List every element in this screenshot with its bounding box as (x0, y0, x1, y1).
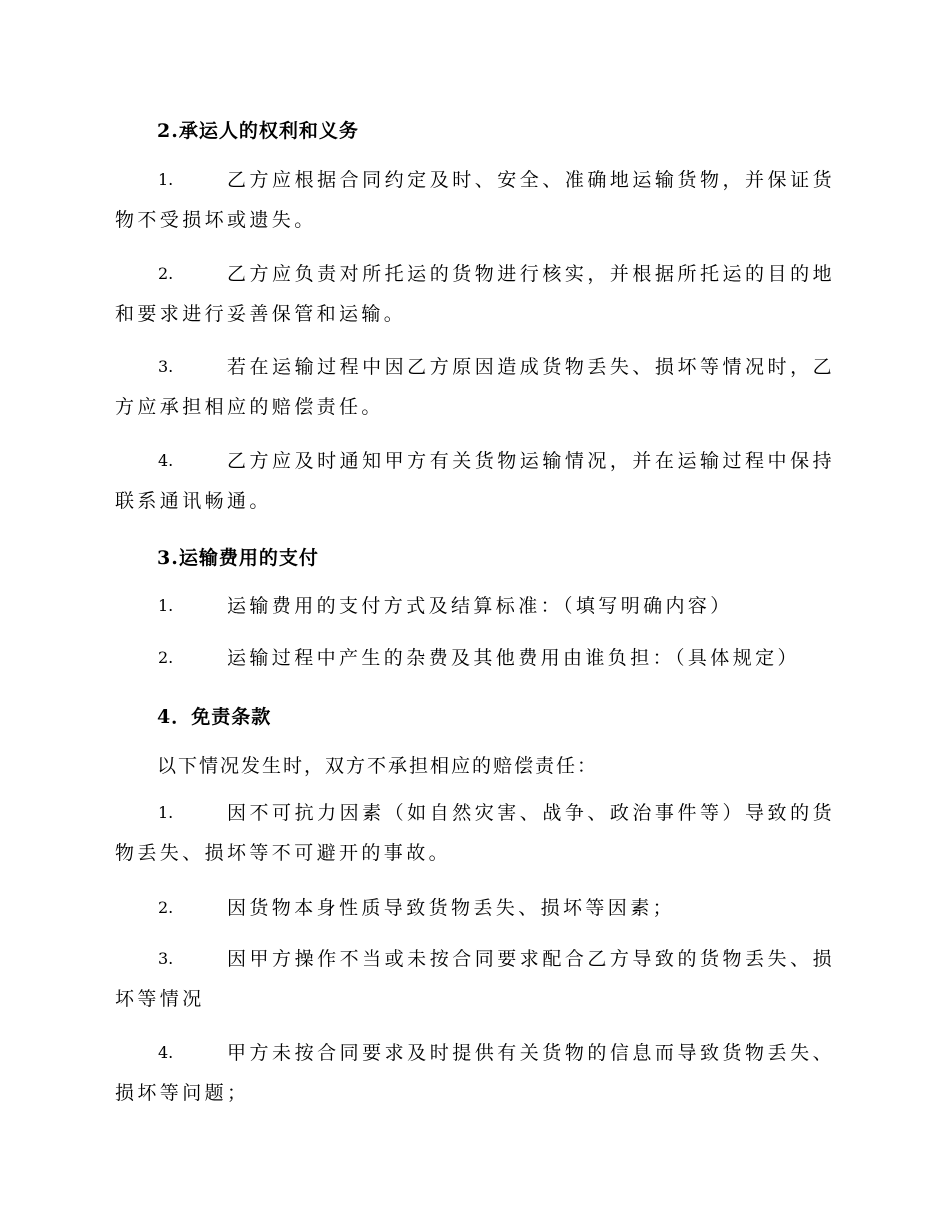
clause-number: 1. (158, 596, 174, 615)
clause-number: 2. (158, 648, 174, 667)
clause-carrier-2 (115, 254, 835, 334)
clause-carrier-3 (115, 347, 835, 427)
clause-number: 1. (158, 170, 174, 189)
clause-text: 因甲方操作不当或未按合同要求配合乙方导致的货物丢失、损坏等情况 (115, 948, 835, 1010)
clause-text: 因不可抗力因素（如自然灾害、战争、政治事件等）导致的货物丢失、损坏等不可避开的事故。 (115, 802, 835, 864)
clause-number: 1. (158, 803, 174, 822)
clause-text: 乙方应及时通知甲方有关货物运输情况，并在运输过程中保持联系通讯畅通。 (115, 450, 835, 512)
clause-number: 2. (158, 264, 174, 283)
clause-number: 3. (158, 357, 174, 376)
clause-number: 3. (158, 949, 174, 968)
clause-exemption-2 (115, 888, 835, 928)
clause-text: 运输过程中产生的杂费及其他费用由谁负担：（具体规定） (227, 647, 800, 669)
clause-text: 乙方应根据合同约定及时、安全、准确地运输货物，并保证货物不受损坏或遗失。 (115, 169, 835, 231)
clause-text: 甲方未按合同要求及时提供有关货物的信息而导致货物丢失、损坏等问题； (115, 1042, 835, 1104)
section-heading-carrier-rights: 2.承运人的权利和义务 (157, 120, 359, 142)
clause-number: 2. (158, 898, 174, 917)
clause-text: 因货物本身性质导致货物丢失、损坏等因素； (227, 897, 676, 919)
clause-number: 4. (158, 1043, 174, 1062)
clause-text: 运输费用的支付方式及结算标准：（填写明确内容） (227, 595, 733, 617)
clause-carrier-4 (115, 441, 835, 521)
clause-carrier-1 (115, 160, 835, 240)
clause-text: 若在运输过程中因乙方原因造成货物丢失、损坏等情况时，乙方应承担相应的赔偿责任。 (115, 356, 835, 418)
clause-exemption-1 (115, 793, 835, 873)
clause-text: 乙方应负责对所托运的货物进行核实，并根据所托运的目的地和要求进行妥善保管和运输。 (115, 263, 835, 325)
exemption-intro: 以下情况发生时，双方不承担相应的赔偿责任： (157, 755, 599, 777)
clause-number: 4. (158, 451, 174, 470)
clause-payment-1 (115, 586, 835, 626)
section-heading-exemption: 4．免责条款 (157, 706, 272, 728)
section-heading-payment: 3.运输费用的支付 (157, 547, 319, 569)
clause-exemption-3 (115, 939, 835, 1019)
clause-payment-2 (115, 638, 835, 678)
clause-exemption-4 (115, 1033, 835, 1113)
